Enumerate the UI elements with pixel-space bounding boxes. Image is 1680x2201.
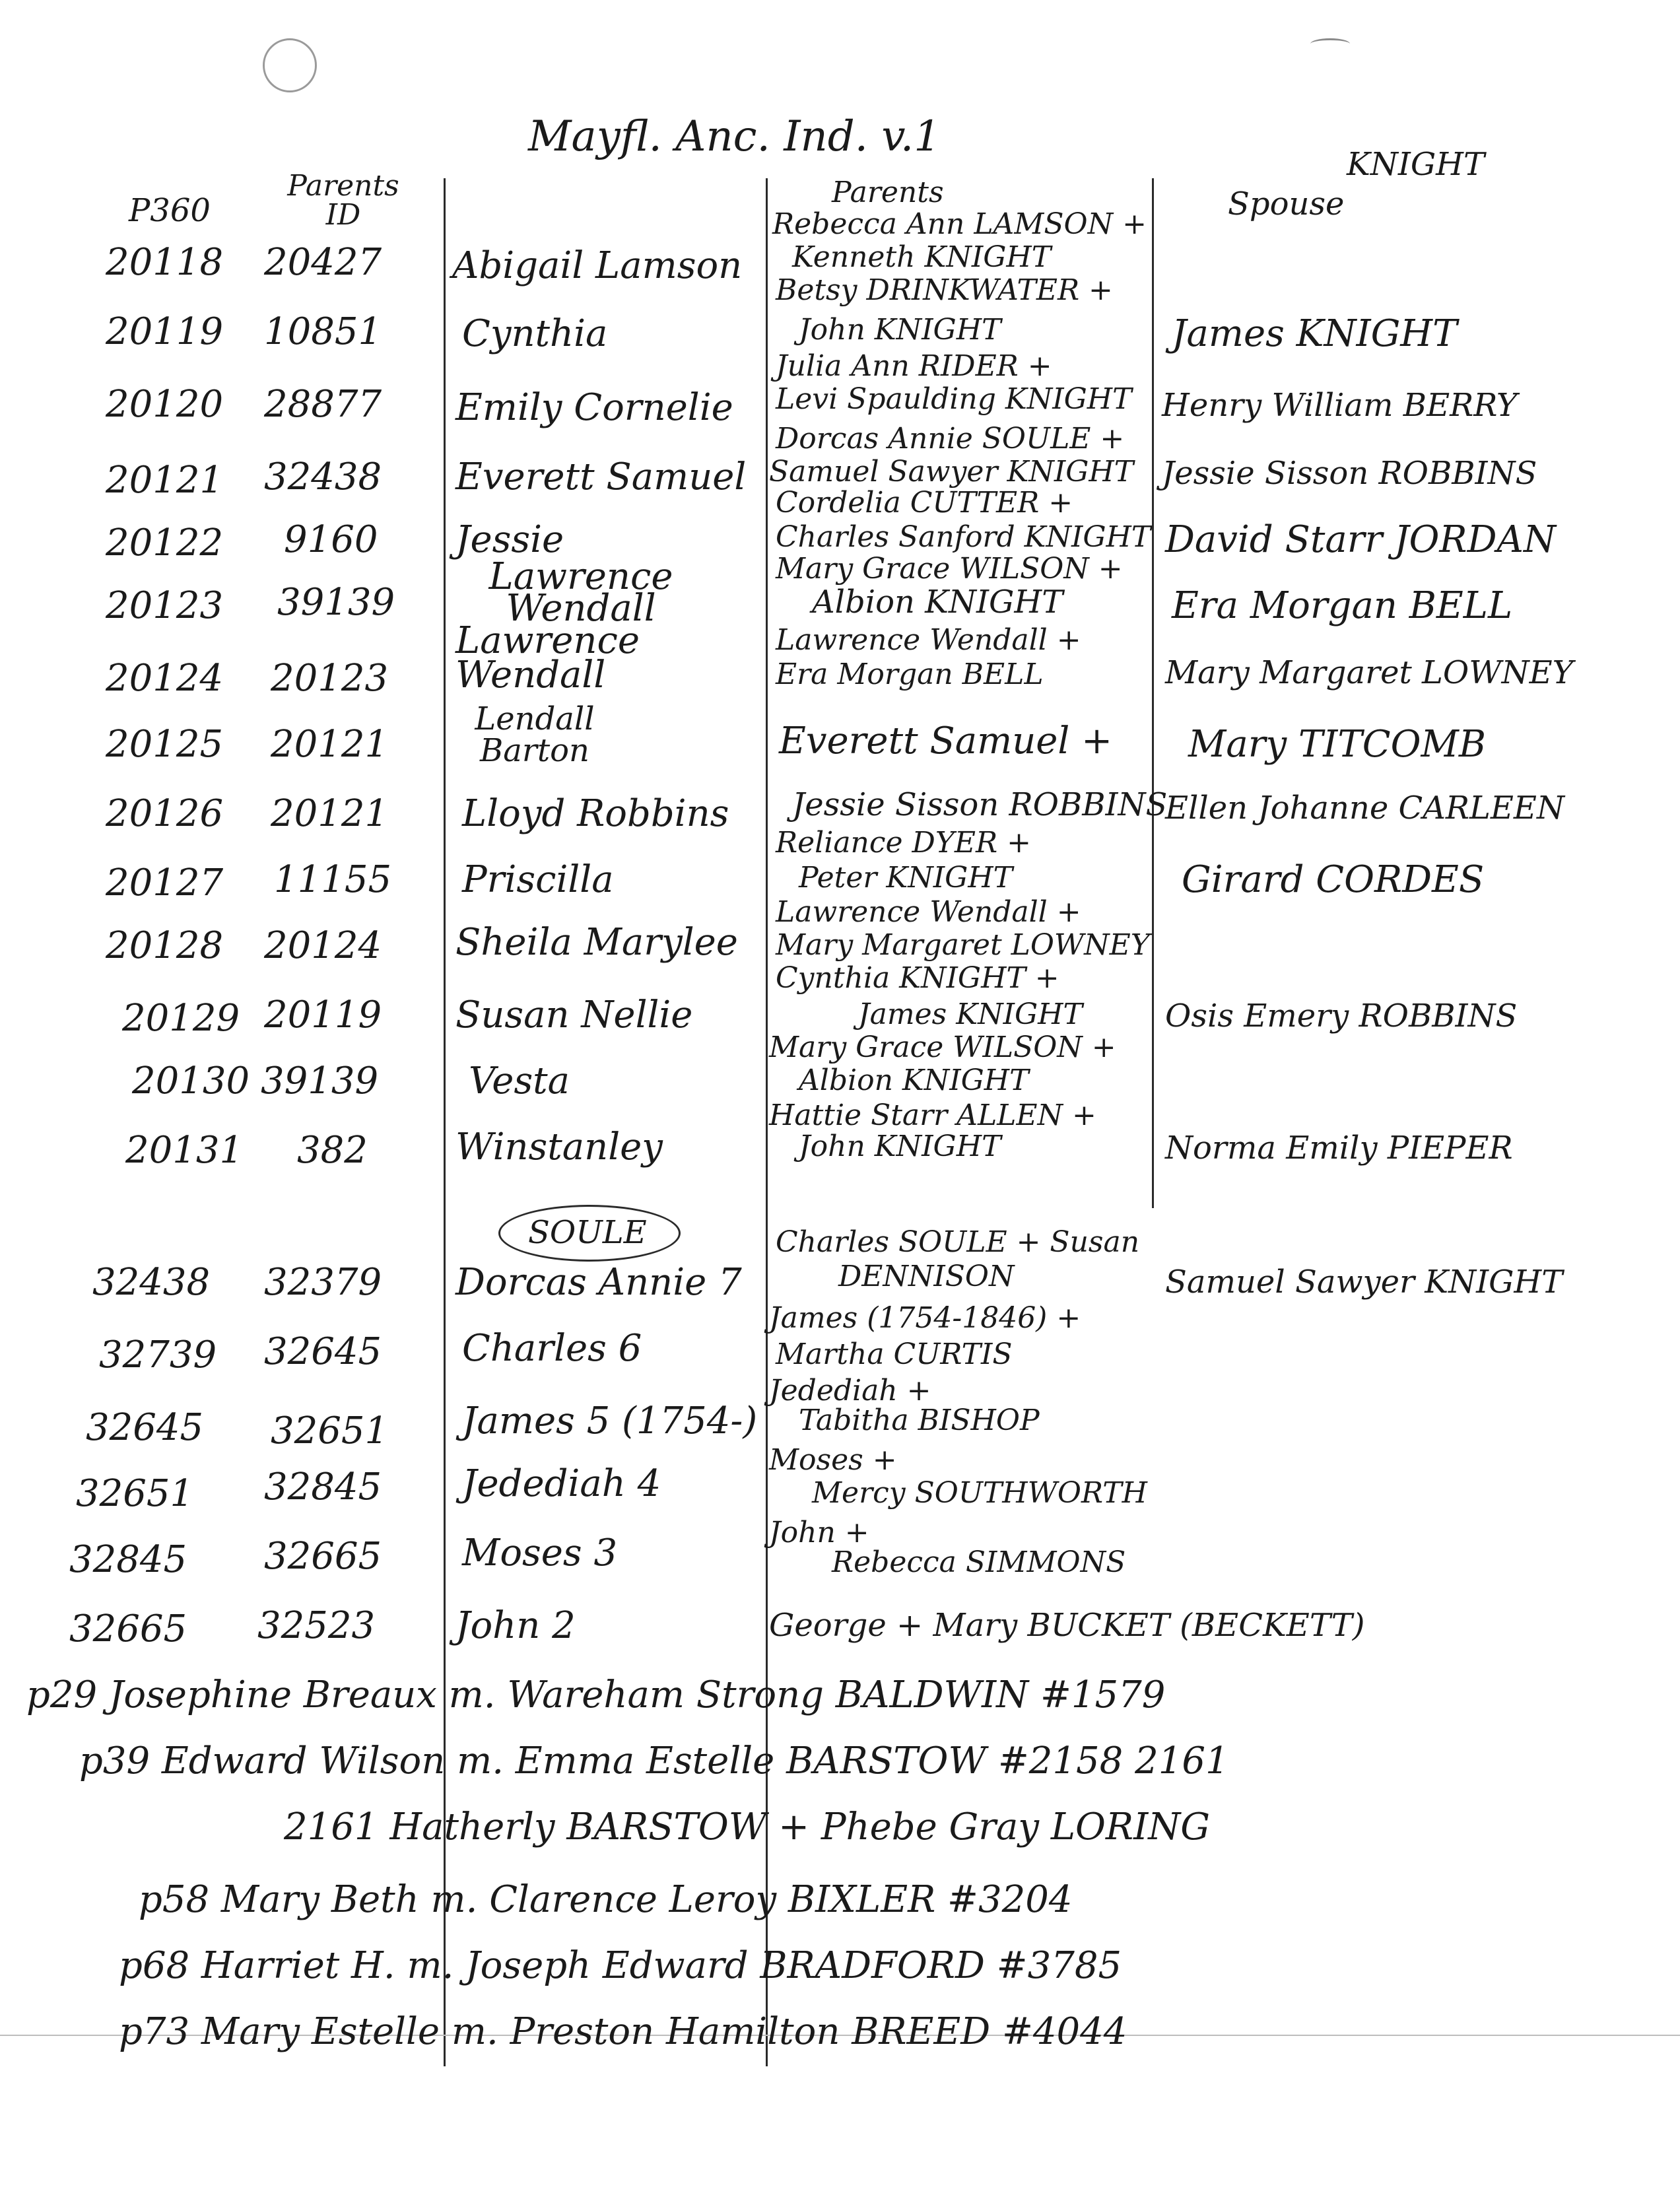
row-parent-2: Albion KNIGHT xyxy=(812,584,1063,621)
note-line: p73 Mary Estelle m. Preston Hamilton BREED #4044 xyxy=(119,2010,1127,2053)
row-parents-id: 10851 xyxy=(264,310,382,353)
row-spouse: Mary TITCOMB xyxy=(1188,723,1487,766)
punch-hole xyxy=(263,38,317,92)
row-parents-id: 20123 xyxy=(271,657,389,700)
row-parents-id: 32379 xyxy=(264,1261,382,1304)
row-parent-1: James (1754-1846) + xyxy=(769,1301,1081,1335)
column-rule-1 xyxy=(444,178,446,2066)
row-parent-2: Peter KNIGHT xyxy=(799,861,1013,895)
row-parent-1: Jessie Sisson ROBBINS xyxy=(792,786,1168,823)
row-parents-id: 32523 xyxy=(257,1604,376,1647)
row-parent-1: Moses + xyxy=(769,1443,897,1477)
row-id: 32651 xyxy=(76,1472,194,1515)
row-spouse: Ellen Johanne CARLEEN xyxy=(1165,790,1564,827)
row-parent-2: Albion KNIGHT xyxy=(799,1064,1029,1097)
row-name: Dorcas Annie 7 xyxy=(455,1261,742,1304)
row-id: 20121 xyxy=(106,459,224,502)
row-parents-id: 20121 xyxy=(271,792,389,835)
row-name: Jedediah 4 xyxy=(462,1462,661,1505)
row-name: Emily Cornelie xyxy=(455,386,733,429)
row-name: Lloyd Robbins xyxy=(462,792,729,835)
note-line: p58 Mary Beth m. Clarence Leroy BIXLER #3204 xyxy=(139,1878,1073,1921)
row-parent-1: Reliance DYER + xyxy=(776,826,1031,860)
row-parent-1: Julia Ann RIDER + xyxy=(776,349,1052,383)
row-parents-id: 32645 xyxy=(264,1330,382,1373)
row-parents-id: 32665 xyxy=(264,1535,382,1578)
row-name: John 2 xyxy=(455,1604,576,1647)
note-line: p68 Harriet H. m. Joseph Edward BRADFORD #3785 xyxy=(119,1944,1122,1987)
note-line: p29 Josephine Breaux m. Wareham Strong BALDWIN #1579 xyxy=(26,1674,1166,1716)
row-id: 20130 xyxy=(132,1060,250,1102)
row-parents-id: 20427 xyxy=(264,241,382,284)
header-page: P360 xyxy=(129,192,211,229)
row-parents-id: 20124 xyxy=(264,924,382,967)
row-spouse: Henry William BERRY xyxy=(1162,387,1518,424)
row-parent-2: Mary Margaret LOWNEY xyxy=(776,928,1150,962)
row-id: 32645 xyxy=(86,1406,204,1449)
row-id: 32739 xyxy=(99,1334,217,1376)
row-parent-2: Kenneth KNIGHT xyxy=(792,240,1052,274)
row-parent-2: John KNIGHT xyxy=(799,313,1001,347)
row-spouse: Norma Emily PIEPER xyxy=(1165,1130,1513,1167)
soule-label: SOULE xyxy=(528,1214,647,1251)
row-id: 20131 xyxy=(125,1129,244,1172)
header-surname: KNIGHT xyxy=(1347,146,1485,183)
row-id: 20125 xyxy=(106,723,224,766)
row-parent-2: Era Morgan BELL xyxy=(776,658,1044,691)
row-name: Lawrence Wendall xyxy=(455,619,640,696)
row-parent-1: Dorcas Annie SOULE + xyxy=(776,422,1125,456)
row-name: Lawrence Wendall xyxy=(488,555,673,630)
row-name: Everett Samuel xyxy=(455,456,747,498)
row-id: 20118 xyxy=(106,241,224,284)
row-parent-1: Cynthia KNIGHT + xyxy=(776,961,1059,995)
row-id: 20120 xyxy=(106,383,224,426)
row-parent-2: Martha CURTIS xyxy=(776,1338,1013,1371)
row-parents-id: 32845 xyxy=(264,1466,382,1508)
column-rule-2 xyxy=(766,178,768,2066)
row-id: 20126 xyxy=(106,792,224,835)
row-id: 20122 xyxy=(106,522,224,564)
row-parents-id: 39139 xyxy=(261,1060,379,1102)
row-name: Sheila Marylee xyxy=(455,921,738,964)
row-id: 20123 xyxy=(106,584,224,627)
row-name: Priscilla xyxy=(462,858,614,901)
row-spouse: Girard CORDES xyxy=(1182,858,1485,901)
row-name: Lendall Barton xyxy=(475,700,595,769)
row-name: Susan Nellie xyxy=(455,994,693,1036)
row-name: Abigail Lamson xyxy=(452,244,743,287)
row-id: 20124 xyxy=(106,657,224,700)
row-parent-1: Charles SOULE + Susan xyxy=(776,1225,1140,1259)
row-id: 32665 xyxy=(69,1608,187,1650)
row-name: Cynthia xyxy=(462,312,608,355)
row-parents-id: 20119 xyxy=(264,994,382,1036)
row-parent-1: Lawrence Wendall + xyxy=(776,895,1081,929)
row-id: 20128 xyxy=(106,924,224,967)
row-parent-1: Betsy DRINKWATER + xyxy=(776,273,1113,307)
row-spouse: Era Morgan BELL xyxy=(1172,584,1513,627)
row-name: James 5 (1754-) xyxy=(462,1400,758,1442)
row-parents-id: 9160 xyxy=(284,518,378,561)
header-parents: Parents xyxy=(832,176,944,209)
row-parent-2: DENNISON xyxy=(838,1260,1015,1293)
row-parent-2: John KNIGHT xyxy=(799,1130,1001,1163)
row-parents-id: 32438 xyxy=(264,456,382,498)
row-parents-id: 28877 xyxy=(264,383,382,426)
row-parent-2: Charles Sanford KNIGHT xyxy=(776,520,1151,554)
corner-mark xyxy=(1310,38,1350,50)
header-spouse: Spouse xyxy=(1228,186,1345,222)
page-title: Mayfl. Anc. Ind. v.1 xyxy=(528,112,941,161)
row-parents-id: 39139 xyxy=(277,581,395,624)
row-parent-2: Levi Spaulding KNIGHT xyxy=(776,382,1132,416)
row-parent-1: Cordelia CUTTER + xyxy=(776,486,1073,520)
row-parents-id: 11155 xyxy=(274,858,392,901)
header-parents-id: Parents ID xyxy=(287,169,399,232)
row-id: 32845 xyxy=(69,1538,187,1581)
row-parent-1: John + xyxy=(769,1516,869,1549)
row-spouse: Jessie Sisson ROBBINS xyxy=(1162,455,1537,492)
row-id: 32438 xyxy=(92,1261,211,1304)
row-name: Moses 3 xyxy=(462,1532,618,1575)
row-parent-1: Jedediah + xyxy=(769,1374,931,1407)
row-name: Jessie xyxy=(455,518,564,561)
note-line: 2161 Hatherly BARSTOW + Phebe Gray LORING xyxy=(284,1806,1210,1848)
row-parent-1: Lawrence Wendall + xyxy=(776,623,1081,657)
row-parents-id: 32651 xyxy=(271,1409,389,1452)
row-parent-2: Rebecca SIMMONS xyxy=(832,1545,1126,1579)
note-line: p39 Edward Wilson m. Emma Estelle BARSTOW #2158 2161 xyxy=(79,1740,1229,1782)
row-parent-2: Mercy SOUTHWORTH xyxy=(812,1476,1147,1510)
row-parent-1: Mary Grace WILSON + xyxy=(769,1031,1116,1064)
row-spouse: Samuel Sawyer KNIGHT xyxy=(1165,1264,1563,1301)
row-parent-2: Tabitha BISHOP xyxy=(799,1404,1040,1437)
row-spouse: Osis Emery ROBBINS xyxy=(1165,998,1518,1034)
row-name: Winstanley xyxy=(455,1126,663,1168)
row-parent-1: Rebecca Ann LAMSON + xyxy=(772,207,1147,241)
row-id: 20119 xyxy=(106,310,224,353)
row-parents-id: 20121 xyxy=(271,723,389,766)
row-parent-2: James KNIGHT xyxy=(858,998,1083,1031)
row-name: Vesta xyxy=(469,1060,570,1102)
row-id: 20129 xyxy=(122,997,240,1040)
row-spouse: James KNIGHT xyxy=(1172,312,1458,355)
row-parent-1: Hattie Starr ALLEN + xyxy=(769,1099,1096,1132)
row-parent-1: George + Mary BUCKET (BECKETT) xyxy=(769,1607,1365,1644)
row-parent-2: Samuel Sawyer KNIGHT xyxy=(769,455,1134,489)
row-parent-1: Mary Grace WILSON + xyxy=(776,552,1123,586)
row-parent-1: Everett Samuel + xyxy=(779,720,1113,762)
row-parents-id: 382 xyxy=(297,1129,368,1172)
row-spouse: Mary Margaret LOWNEY xyxy=(1165,654,1574,691)
row-name: Charles 6 xyxy=(462,1327,642,1370)
row-id: 20127 xyxy=(106,862,224,904)
column-rule-3 xyxy=(1152,178,1154,1208)
row-spouse: David Starr JORDAN xyxy=(1165,518,1556,561)
